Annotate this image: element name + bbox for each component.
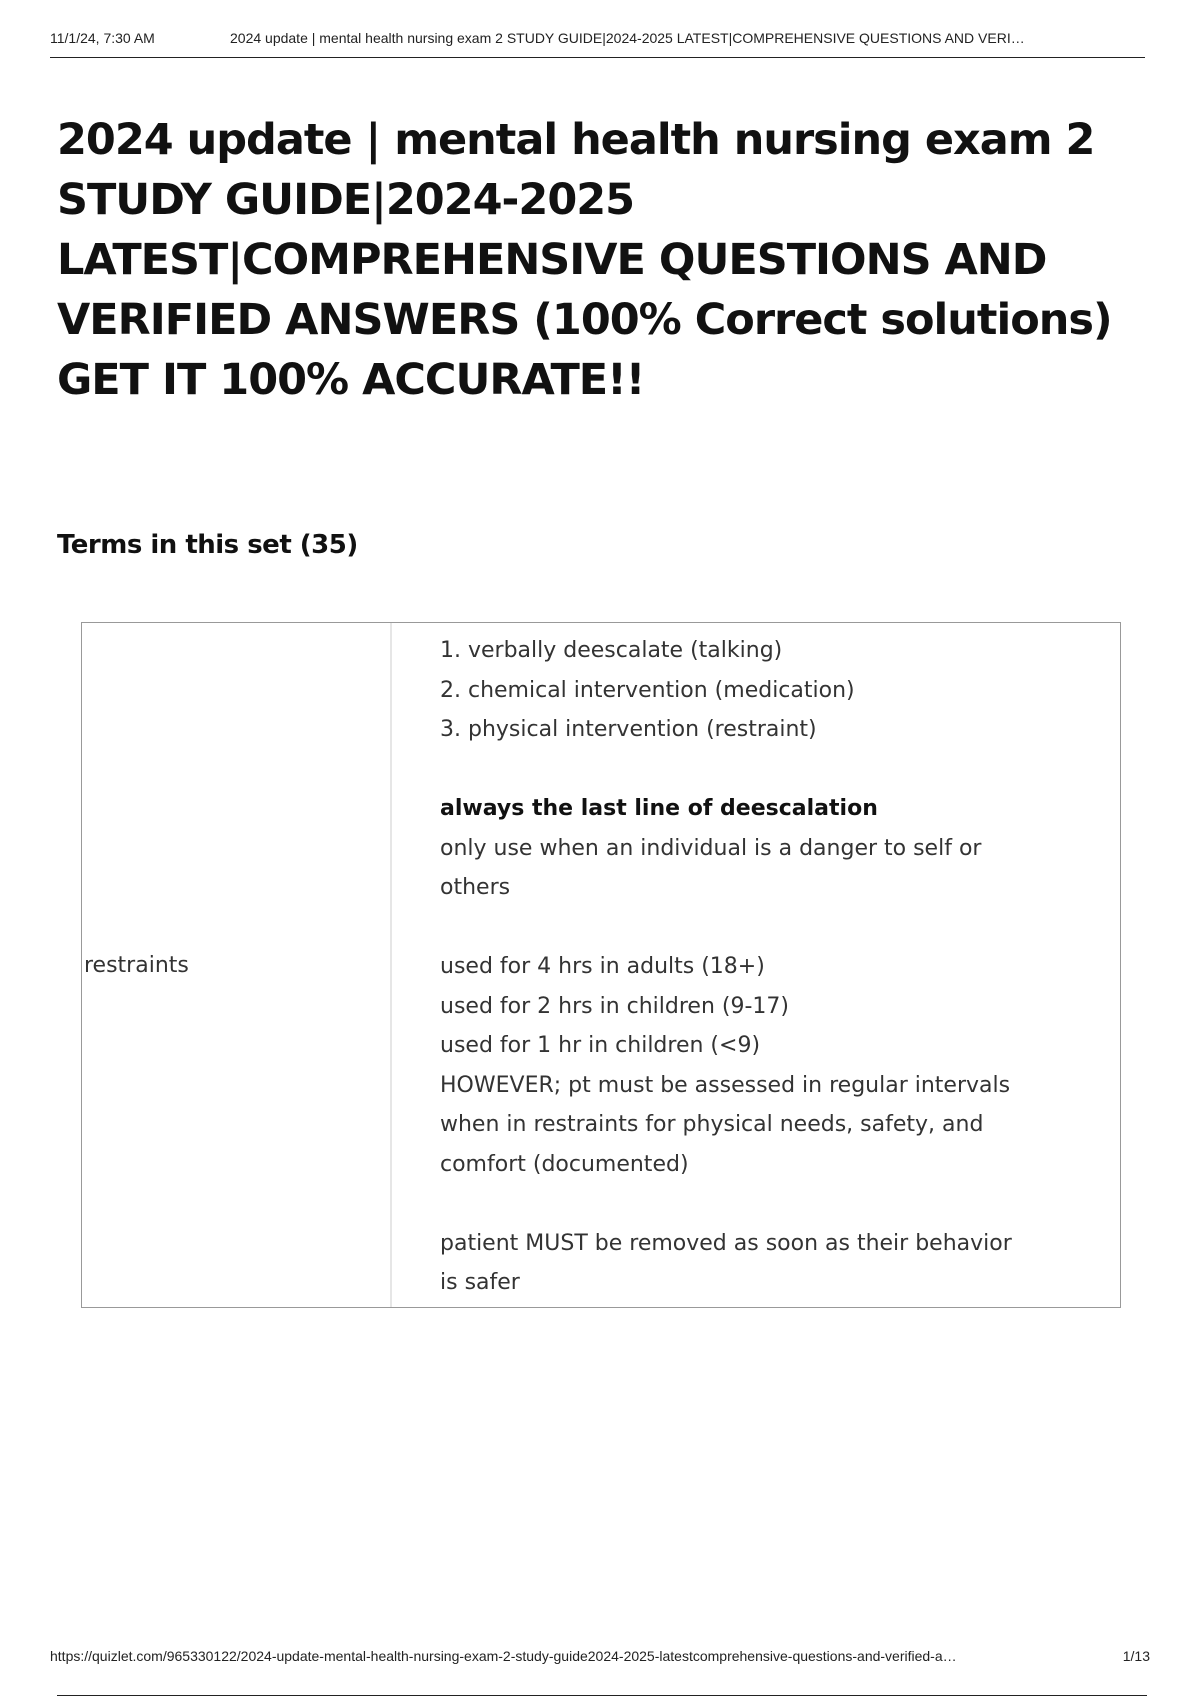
page-title: 2024 update | mental health nursing exam 2 STUDY GUIDE|2024-2025 LATEST|COMPREHENSIVE QUESTIONS AND VERIFIED ANSWERS (100% Correct solutions) GET IT 100% ACCURATE!!	[57, 115, 1112, 405]
definition-line	[440, 908, 1120, 948]
footer-divider	[57, 1695, 1147, 1696]
definition-line	[440, 1184, 1120, 1224]
print-date: 11/1/24, 7:30 AM	[50, 30, 155, 46]
definition-line: used for 1 hr in children (<9)	[440, 1033, 761, 1058]
terms-heading: Terms in this set (35)	[57, 530, 358, 560]
definition-line: used for 4 hrs in adults (18+)	[440, 954, 765, 979]
page-number: 1/13	[1122, 1648, 1150, 1664]
definition-line: used for 2 hrs in children (9-17)	[440, 993, 789, 1019]
definition-line: others	[440, 875, 511, 900]
definition-line: is safer	[440, 1270, 520, 1295]
print-url: https://quizlet.com/965330122/2024-update-mental-health-nursing-exam-2-study-guide2024-2025-latestcomprehensive-questions-and-verified-a…	[50, 1648, 957, 1664]
definition-line: when in restraints for physical needs, safety, and	[440, 1112, 984, 1137]
print-header	[50, 30, 1145, 58]
definition-line: only use when an individual is a danger to self or	[440, 835, 982, 861]
definition-line: 1. verbally deescalate (talking)	[440, 638, 783, 663]
term-text: restraints	[84, 952, 189, 978]
definition-line: always the last line of deescalation	[440, 796, 878, 821]
definition-line: HOWEVER; pt must be assessed in regular intervals	[440, 1072, 1011, 1098]
definition-line: comfort (documented)	[440, 1151, 689, 1177]
term-card	[81, 622, 1121, 1308]
definition-line: 2. chemical intervention (medication)	[440, 677, 855, 703]
print-doc-title: 2024 update | mental health nursing exam 2 STUDY GUIDE|2024-2025 LATEST|COMPREHENSIVE QUESTIONS AND VERI…	[230, 30, 1025, 46]
definition-line	[440, 750, 1120, 790]
definition-side	[392, 623, 1120, 1307]
definition-line: 3. physical intervention (restraint)	[440, 717, 817, 742]
print-footer	[50, 1648, 1150, 1664]
definition-line: patient MUST be removed as soon as their behavior	[440, 1230, 1012, 1256]
term-side	[82, 623, 392, 1307]
